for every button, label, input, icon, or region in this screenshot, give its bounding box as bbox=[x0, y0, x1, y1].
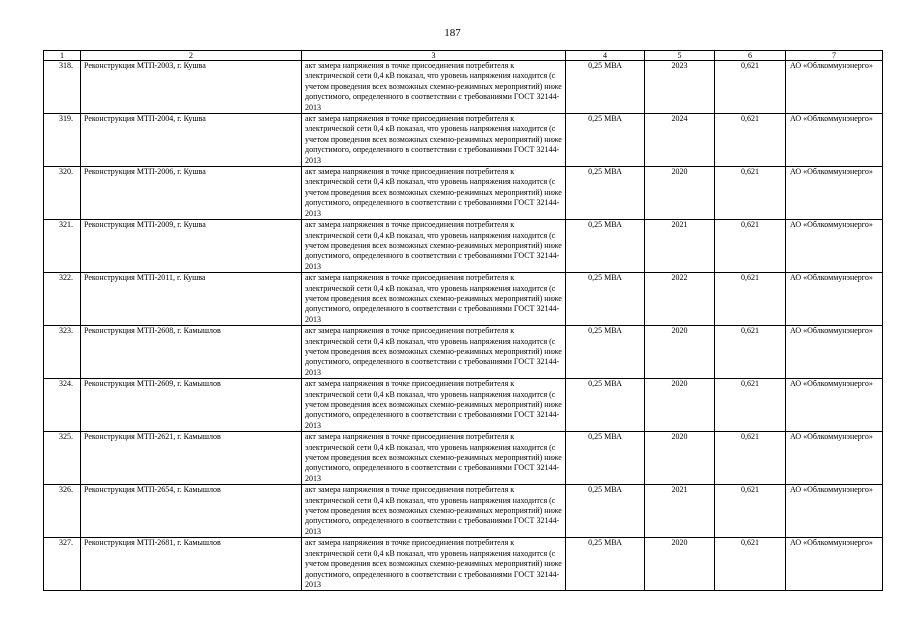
capacity-value: 0,25 МВА bbox=[566, 220, 645, 273]
table-row bbox=[44, 432, 883, 485]
year-value: 2021 bbox=[645, 485, 715, 538]
table-row bbox=[44, 167, 883, 220]
justification-text: акт замера напряжения в точке присоединения потребителя к электрической сети 0,4 кВ показал, что уровень напряжения находится (с учетом проведения всех возможных схемно-режимных мероприятий) ниже допустимого, определенного в соответствии с требованиями ГОСТ 32144-2013 bbox=[302, 61, 566, 114]
capacity-value: 0,25 МВА bbox=[566, 538, 645, 591]
capacity-value: 0,25 МВА bbox=[566, 114, 645, 167]
capacity-value: 0,25 МВА bbox=[566, 379, 645, 432]
row-number: 320. bbox=[44, 167, 81, 220]
column-number: 7 bbox=[786, 51, 883, 61]
column-number: 1 bbox=[44, 51, 81, 61]
object-name: Реконструкция МТП-2004, г. Кушва bbox=[81, 114, 302, 167]
column-number-header bbox=[44, 51, 883, 61]
capacity-value: 0,25 МВА bbox=[566, 432, 645, 485]
column-number: 2 bbox=[81, 51, 302, 61]
table-row bbox=[44, 485, 883, 538]
year-value: 2022 bbox=[645, 273, 715, 326]
year-value: 2020 bbox=[645, 432, 715, 485]
justification-text: акт замера напряжения в точке присоединения потребителя к электрической сети 0,4 кВ показал, что уровень напряжения находится (с учетом проведения всех возможных схемно-режимных мероприятий) ниже допустимого, определенного в соответствии с требованиями ГОСТ 32144-2013 bbox=[302, 167, 566, 220]
table-row bbox=[44, 61, 883, 114]
object-name: Реконструкция МТП-2681, г. Камышлов bbox=[81, 538, 302, 591]
table-row bbox=[44, 538, 883, 591]
organization-name: АО «Облкоммунэнерго» bbox=[786, 61, 883, 114]
capacity-value: 0,25 МВА bbox=[566, 61, 645, 114]
numeric-value: 0,621 bbox=[715, 114, 786, 167]
capacity-value: 0,25 МВА bbox=[566, 326, 645, 379]
table-row bbox=[44, 114, 883, 167]
year-value: 2020 bbox=[645, 379, 715, 432]
numeric-value: 0,621 bbox=[715, 220, 786, 273]
organization-name: АО «Облкоммунэнерго» bbox=[786, 114, 883, 167]
numeric-value: 0,621 bbox=[715, 538, 786, 591]
justification-text: акт замера напряжения в точке присоединения потребителя к электрической сети 0,4 кВ показал, что уровень напряжения находится (с учетом проведения всех возможных схемно-режимных мероприятий) ниже допустимого, определенного в соответствии с требованиями ГОСТ 32144-2013 bbox=[302, 432, 566, 485]
table-row bbox=[44, 326, 883, 379]
justification-text: акт замера напряжения в точке присоединения потребителя к электрической сети 0,4 кВ показал, что уровень напряжения находится (с учетом проведения всех возможных схемно-режимных мероприятий) ниже допустимого, определенного в соответствии с требованиями ГОСТ 32144-2013 bbox=[302, 538, 566, 591]
numeric-value: 0,621 bbox=[715, 326, 786, 379]
justification-text: акт замера напряжения в точке присоединения потребителя к электрической сети 0,4 кВ показал, что уровень напряжения находится (с учетом проведения всех возможных схемно-режимных мероприятий) ниже допустимого, определенного в соответствии с требованиями ГОСТ 32144-2013 bbox=[302, 485, 566, 538]
year-value: 2020 bbox=[645, 326, 715, 379]
year-value: 2023 bbox=[645, 61, 715, 114]
row-number: 325. bbox=[44, 432, 81, 485]
justification-text: акт замера напряжения в точке присоединения потребителя к электрической сети 0,4 кВ показал, что уровень напряжения находится (с учетом проведения всех возможных схемно-режимных мероприятий) ниже допустимого, определенного в соответствии с требованиями ГОСТ 32144-2013 bbox=[302, 273, 566, 326]
object-name: Реконструкция МТП-2006, г. Кушва bbox=[81, 167, 302, 220]
row-number: 319. bbox=[44, 114, 81, 167]
justification-text: акт замера напряжения в точке присоединения потребителя к электрической сети 0,4 кВ показал, что уровень напряжения находится (с учетом проведения всех возможных схемно-режимных мероприятий) ниже допустимого, определенного в соответствии с требованиями ГОСТ 32144-2013 bbox=[302, 220, 566, 273]
object-name: Реконструкция МТП-2003, г. Кушва bbox=[81, 61, 302, 114]
organization-name: АО «Облкоммунэнерго» bbox=[786, 273, 883, 326]
organization-name: АО «Облкоммунэнерго» bbox=[786, 485, 883, 538]
column-number: 3 bbox=[302, 51, 566, 61]
numeric-value: 0,621 bbox=[715, 379, 786, 432]
numeric-value: 0,621 bbox=[715, 61, 786, 114]
justification-text: акт замера напряжения в точке присоединения потребителя к электрической сети 0,4 кВ показал, что уровень напряжения находится (с учетом проведения всех возможных схемно-режимных мероприятий) ниже допустимого, определенного в соответствии с требованиями ГОСТ 32144-2013 bbox=[302, 379, 566, 432]
justification-text: акт замера напряжения в точке присоединения потребителя к электрической сети 0,4 кВ показал, что уровень напряжения находится (с учетом проведения всех возможных схемно-режимных мероприятий) ниже допустимого, определенного в соответствии с требованиями ГОСТ 32144-2013 bbox=[302, 326, 566, 379]
organization-name: АО «Облкоммунэнерго» bbox=[786, 326, 883, 379]
row-number: 321. bbox=[44, 220, 81, 273]
table-row bbox=[44, 220, 883, 273]
data-table bbox=[43, 50, 883, 591]
column-number: 5 bbox=[645, 51, 715, 61]
year-value: 2024 bbox=[645, 114, 715, 167]
justification-text: акт замера напряжения в точке присоединения потребителя к электрической сети 0,4 кВ показал, что уровень напряжения находится (с учетом проведения всех возможных схемно-режимных мероприятий) ниже допустимого, определенного в соответствии с требованиями ГОСТ 32144-2013 bbox=[302, 114, 566, 167]
object-name: Реконструкция МТП-2009, г. Кушва bbox=[81, 220, 302, 273]
organization-name: АО «Облкоммунэнерго» bbox=[786, 220, 883, 273]
capacity-value: 0,25 МВА bbox=[566, 273, 645, 326]
numeric-value: 0,621 bbox=[715, 273, 786, 326]
column-number: 4 bbox=[566, 51, 645, 61]
organization-name: АО «Облкоммунэнерго» bbox=[786, 432, 883, 485]
year-value: 2020 bbox=[645, 538, 715, 591]
numeric-value: 0,621 bbox=[715, 432, 786, 485]
numeric-value: 0,621 bbox=[715, 167, 786, 220]
column-number: 6 bbox=[715, 51, 786, 61]
table-row bbox=[44, 379, 883, 432]
row-number: 327. bbox=[44, 538, 81, 591]
table-row bbox=[44, 273, 883, 326]
organization-name: АО «Облкоммунэнерго» bbox=[786, 379, 883, 432]
object-name: Реконструкция МТП-2011, г. Кушва bbox=[81, 273, 302, 326]
page-number: 187 bbox=[444, 27, 461, 39]
capacity-value: 0,25 МВА bbox=[566, 167, 645, 220]
object-name: Реконструкция МТП-2608, г. Камышлов bbox=[81, 326, 302, 379]
numeric-value: 0,621 bbox=[715, 485, 786, 538]
row-number: 318. bbox=[44, 61, 81, 114]
object-name: Реконструкция МТП-2621, г. Камышлов bbox=[81, 432, 302, 485]
row-number: 324. bbox=[44, 379, 81, 432]
capacity-value: 0,25 МВА bbox=[566, 485, 645, 538]
year-value: 2021 bbox=[645, 220, 715, 273]
object-name: Реконструкция МТП-2654, г. Камышлов bbox=[81, 485, 302, 538]
row-number: 326. bbox=[44, 485, 81, 538]
organization-name: АО «Облкоммунэнерго» bbox=[786, 538, 883, 591]
object-name: Реконструкция МТП-2609, г. Камышлов bbox=[81, 379, 302, 432]
organization-name: АО «Облкоммунэнерго» bbox=[786, 167, 883, 220]
row-number: 323. bbox=[44, 326, 81, 379]
year-value: 2020 bbox=[645, 167, 715, 220]
row-number: 322. bbox=[44, 273, 81, 326]
